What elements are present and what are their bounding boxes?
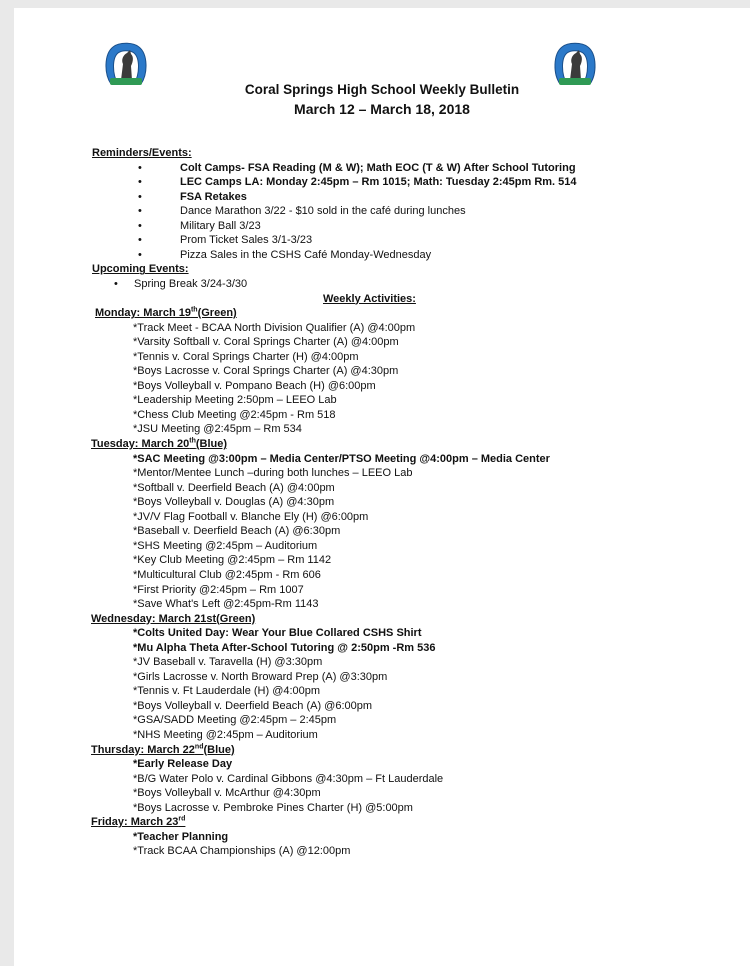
- activity-item: *Colts United Day: Wear Your Blue Collared CSHS Shirt: [133, 627, 422, 640]
- activity-item: *Girls Lacrosse v. North Broward Prep (A) @3:30pm: [133, 670, 388, 683]
- activity-item: *First Priority @2:45pm – Rm 1007: [133, 583, 304, 596]
- activity-item: *Leadership Meeting 2:50pm – LEEO Lab: [133, 394, 337, 407]
- bullet-icon: •: [114, 277, 118, 290]
- activity-item: *JV Baseball v. Taravella (H) @3:30pm: [133, 656, 323, 669]
- bullet-icon: •: [138, 205, 142, 218]
- reminder-item: Pizza Sales in the CSHS Café Monday-Wednesday: [180, 248, 432, 261]
- day-heading: [91, 437, 227, 451]
- activity-item: *NHS Meeting @2:45pm – Auditorium: [133, 729, 318, 741]
- day-heading-text: Wednesday: March 21st(Green): [91, 612, 256, 625]
- day-heading: [91, 815, 185, 829]
- activity-item: *B/G Water Polo v. Cardinal Gibbons @4:30pm – Ft Lauderdale: [133, 772, 444, 785]
- activity-item: *Key Club Meeting @2:45pm – Rm 1142: [133, 554, 332, 567]
- upcoming-heading: Upcoming Events:: [92, 263, 189, 276]
- bulletin-body: [14, 8, 750, 966]
- activity-item: *SHS Meeting @2:45pm – Auditorium: [133, 539, 318, 552]
- reminder-item: FSA Retakes: [180, 190, 247, 203]
- activity-item: *Boys Lacrosse v. Pembroke Pines Charter (H) @5:00pm: [133, 801, 413, 814]
- activity-item: *JV/V Flag Football v. Blanche Ely (H) @6:00pm: [133, 510, 369, 523]
- activity-item: *Baseball v. Deerfield Beach (A) @6:30pm: [133, 525, 341, 538]
- activity-item: *Track BCAA Championships (A) @12:00pm: [133, 845, 351, 858]
- bulletin-title: Coral Springs High School Weekly Bulletin: [244, 82, 520, 97]
- activity-item: *Tennis v. Ft Lauderdale (H) @4:00pm: [133, 685, 321, 698]
- bulletin-dates: March 12 – March 18, 2018: [294, 101, 470, 117]
- activity-item: *Mentor/Mentee Lunch –during both lunches – LEEO Lab: [133, 467, 413, 480]
- day-heading-text: Monday: March 19: [95, 307, 191, 320]
- activity-item: *Boys Volleyball v. Douglas (A) @4:30pm: [133, 496, 335, 509]
- day-heading: [91, 612, 255, 626]
- bullet-icon: •: [138, 219, 142, 232]
- bullet-icon: •: [138, 248, 142, 261]
- day-heading: [91, 743, 235, 757]
- day-color: (Blue): [195, 438, 228, 450]
- bullet-icon: •: [138, 234, 142, 247]
- reminder-item: Military Ball 3/23: [180, 219, 261, 232]
- day-ordinal: th: [189, 437, 196, 445]
- activity-item: *Chess Club Meeting @2:45pm - Rm 518: [133, 408, 336, 421]
- activity-item: *Mu Alpha Theta After-School Tutoring @ 2:50pm -Rm 536: [133, 641, 436, 654]
- weekly-activities-heading: Weekly Activities:: [323, 292, 416, 305]
- activity-item: *Varsity Softball v. Coral Springs Charter (A) @4:00pm: [133, 336, 399, 349]
- reminder-item: LEC Camps LA: Monday 2:45pm – Rm 1015; Math: Tuesday 2:45pm Rm. 514: [180, 176, 577, 189]
- day-heading-text: Friday: March 23: [91, 816, 179, 829]
- activity-item: *Boys Volleyball v. Pompano Beach (H) @6:00pm: [133, 379, 376, 392]
- day-heading: [95, 306, 237, 320]
- day-heading-text: Thursday: March 22: [91, 743, 195, 756]
- day-ordinal: rd: [178, 815, 186, 823]
- activity-item: *Save What's Left @2:45pm-Rm 1143: [133, 598, 319, 611]
- reminder-item: Colt Camps- FSA Reading (M & W); Math EOC (T & W) After School Tutoring: [180, 161, 576, 174]
- activity-item: *Track Meet - BCAA North Division Qualifier (A) @4:00pm: [133, 321, 416, 334]
- activity-item: *Early Release Day: [133, 758, 233, 771]
- bullet-icon: •: [138, 176, 142, 189]
- activity-item: *Boys Volleyball v. McArthur @4:30pm: [133, 787, 321, 800]
- upcoming-item: Spring Break 3/24-3/30: [134, 277, 248, 290]
- activity-item: *Teacher Planning: [133, 830, 229, 843]
- reminder-item: Prom Ticket Sales 3/1-3/23: [180, 234, 313, 247]
- bullet-icon: •: [138, 190, 142, 203]
- activity-item: *Boys Lacrosse v. Coral Springs Charter (A) @4:30pm: [133, 365, 399, 378]
- day-ordinal: nd: [194, 742, 204, 750]
- activity-item: *GSA/SADD Meeting @2:45pm – 2:45pm: [133, 714, 337, 727]
- bullet-icon: •: [138, 161, 142, 174]
- bulletin-page: [14, 8, 750, 966]
- activity-item: *Softball v. Deerfield Beach (A) @4:00pm: [133, 481, 335, 494]
- reminder-item: Dance Marathon 3/22 - $10 sold in the café during lunches: [180, 205, 466, 218]
- activity-item: *JSU Meeting @2:45pm – Rm 534: [133, 423, 302, 436]
- day-heading-text: Tuesday: March 20: [91, 438, 190, 450]
- reminders-heading: Reminders/Events:: [92, 147, 192, 159]
- activity-item: *SAC Meeting @3:00pm – Media Center/PTSO Meeting @4:00pm – Media Center: [133, 452, 550, 465]
- day-color: (Blue): [203, 743, 235, 756]
- activity-item: *Boys Volleyball v. Deerfield Beach (A) @6:00pm: [133, 699, 373, 712]
- activity-item: *Tennis v. Coral Springs Charter (H) @4:00pm: [133, 350, 359, 363]
- activity-item: *Multicultural Club @2:45pm - Rm 606: [133, 568, 321, 581]
- day-color: (Green): [197, 307, 237, 320]
- day-ordinal: th: [190, 306, 198, 314]
